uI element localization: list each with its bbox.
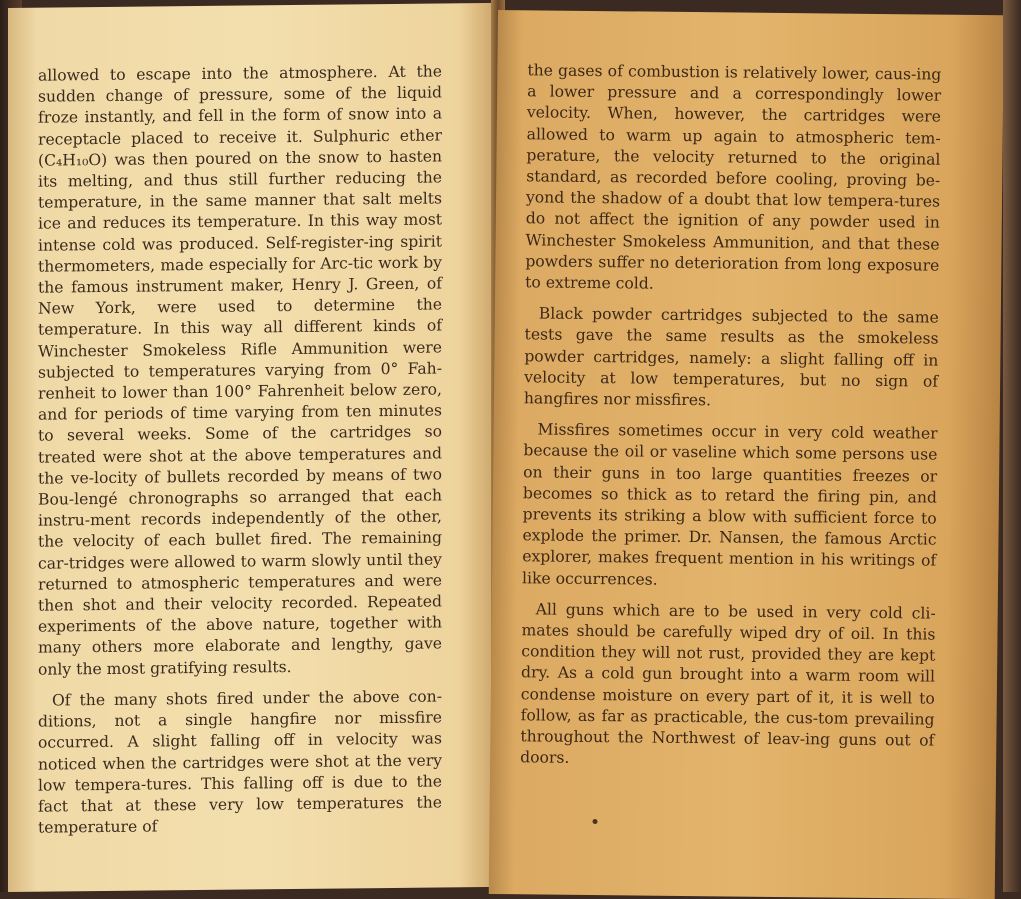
right-page [489,10,1004,899]
left-paragraph-1: allowed to escape into the atmosphere. At the sudden change of pressure, some of the liquid froze instantly, and fell in the form of snow into a receptacle placed to receive it. Sulphuric ether (C₄H₁₀O) was then poured on the snow to hasten its melting, and thus still further reducing the temperature, in the same manner that salt melts ice and reduces its temperature. In this way most intense cold was produced. Self-register-ing spirit thermometers, made especially for Arc-tic work by the famous instrument maker, Henry J. Green, of New York, were used to determine the temperature. In this way all different kinds of Winchester Smokeless Rifle Ammunition were subjected to temperatures varying from 0° Fah-renheit to lower than 100° Fahrenheit below zero, and for periods of time varying from ten minutes to several weeks. Some of the cartridges so treated were shot at the above temperatures and the ve-locity of bullets recorded by means of two Bou-lengé chronographs so arranged that each instru-ment records independently of the other, the velocity of each bullet fired. The remaining car-tridges were allowed to warm slowly until they returned to atmospheric temperatures and were then shot and their velocity recorded. Repeated experiments of the above nature, together with many others more elaborate and lengthy, gave only the most gratifying results. [38,62,442,679]
right-paragraph-2: Black powder cartridges subjected to the same tests gave the same results as the smokeless powder cartridges, namely: a slight falling off in velocity at low temperatures, but no sign of hangfires nor missfires. [523,304,939,410]
right-paragraph-1: the gases of combustion is relatively lower, caus-ing a lower pressure and a correspondingly lower velocity. When, however, the cartridges were allowed to warm up again to atmospheric tem-perature, the velocity returned to the original standard, as recorded before cooling, proving be-yond the shadow of a doubt that low tempera-tures do not affect the ignition of any powder used in Winchester Smokeless Ammunition, and that these powders suffer no deterioration from long exposure to extreme cold. [525,61,942,293]
left-page [8,3,498,892]
right-page-text [520,60,942,783]
ink-dot [592,819,597,824]
left-page-text [38,61,442,849]
right-paragraph-4: All guns which are to be used in very cold cli-mates should be carefully wiped dry of oil. In this condition they will not rust, provided they are kept dry. As a cold gun brought into a warm room will condense moisture on every part of it, it is well to follow, as far as practicable, the cus-tom prevailing throughout the Northwest of leav-ing guns out of doors. [520,600,936,768]
left-paragraph-2: Of the many shots fired under the above con-ditions, not a single hangfire nor missfire occurred. A slight falling off in velocity was noticed when the cartridges were shot at the very low tempera-tures. This falling off is due to the fact that at these very low temperatures the temperature of [38,687,442,837]
right-paragraph-3: Missfires sometimes occur in very cold weather because the oil or vaseline which some persons use on their guns in too large quantities freezes or becomes so thick as to retard the firing pin, and prevents its striking a blow with sufficient force to explode the primer. Dr. Nansen, the famous Arctic explorer, makes frequent mention in his writings of like occurrences. [521,420,938,589]
background-edge-right [1003,0,1021,892]
